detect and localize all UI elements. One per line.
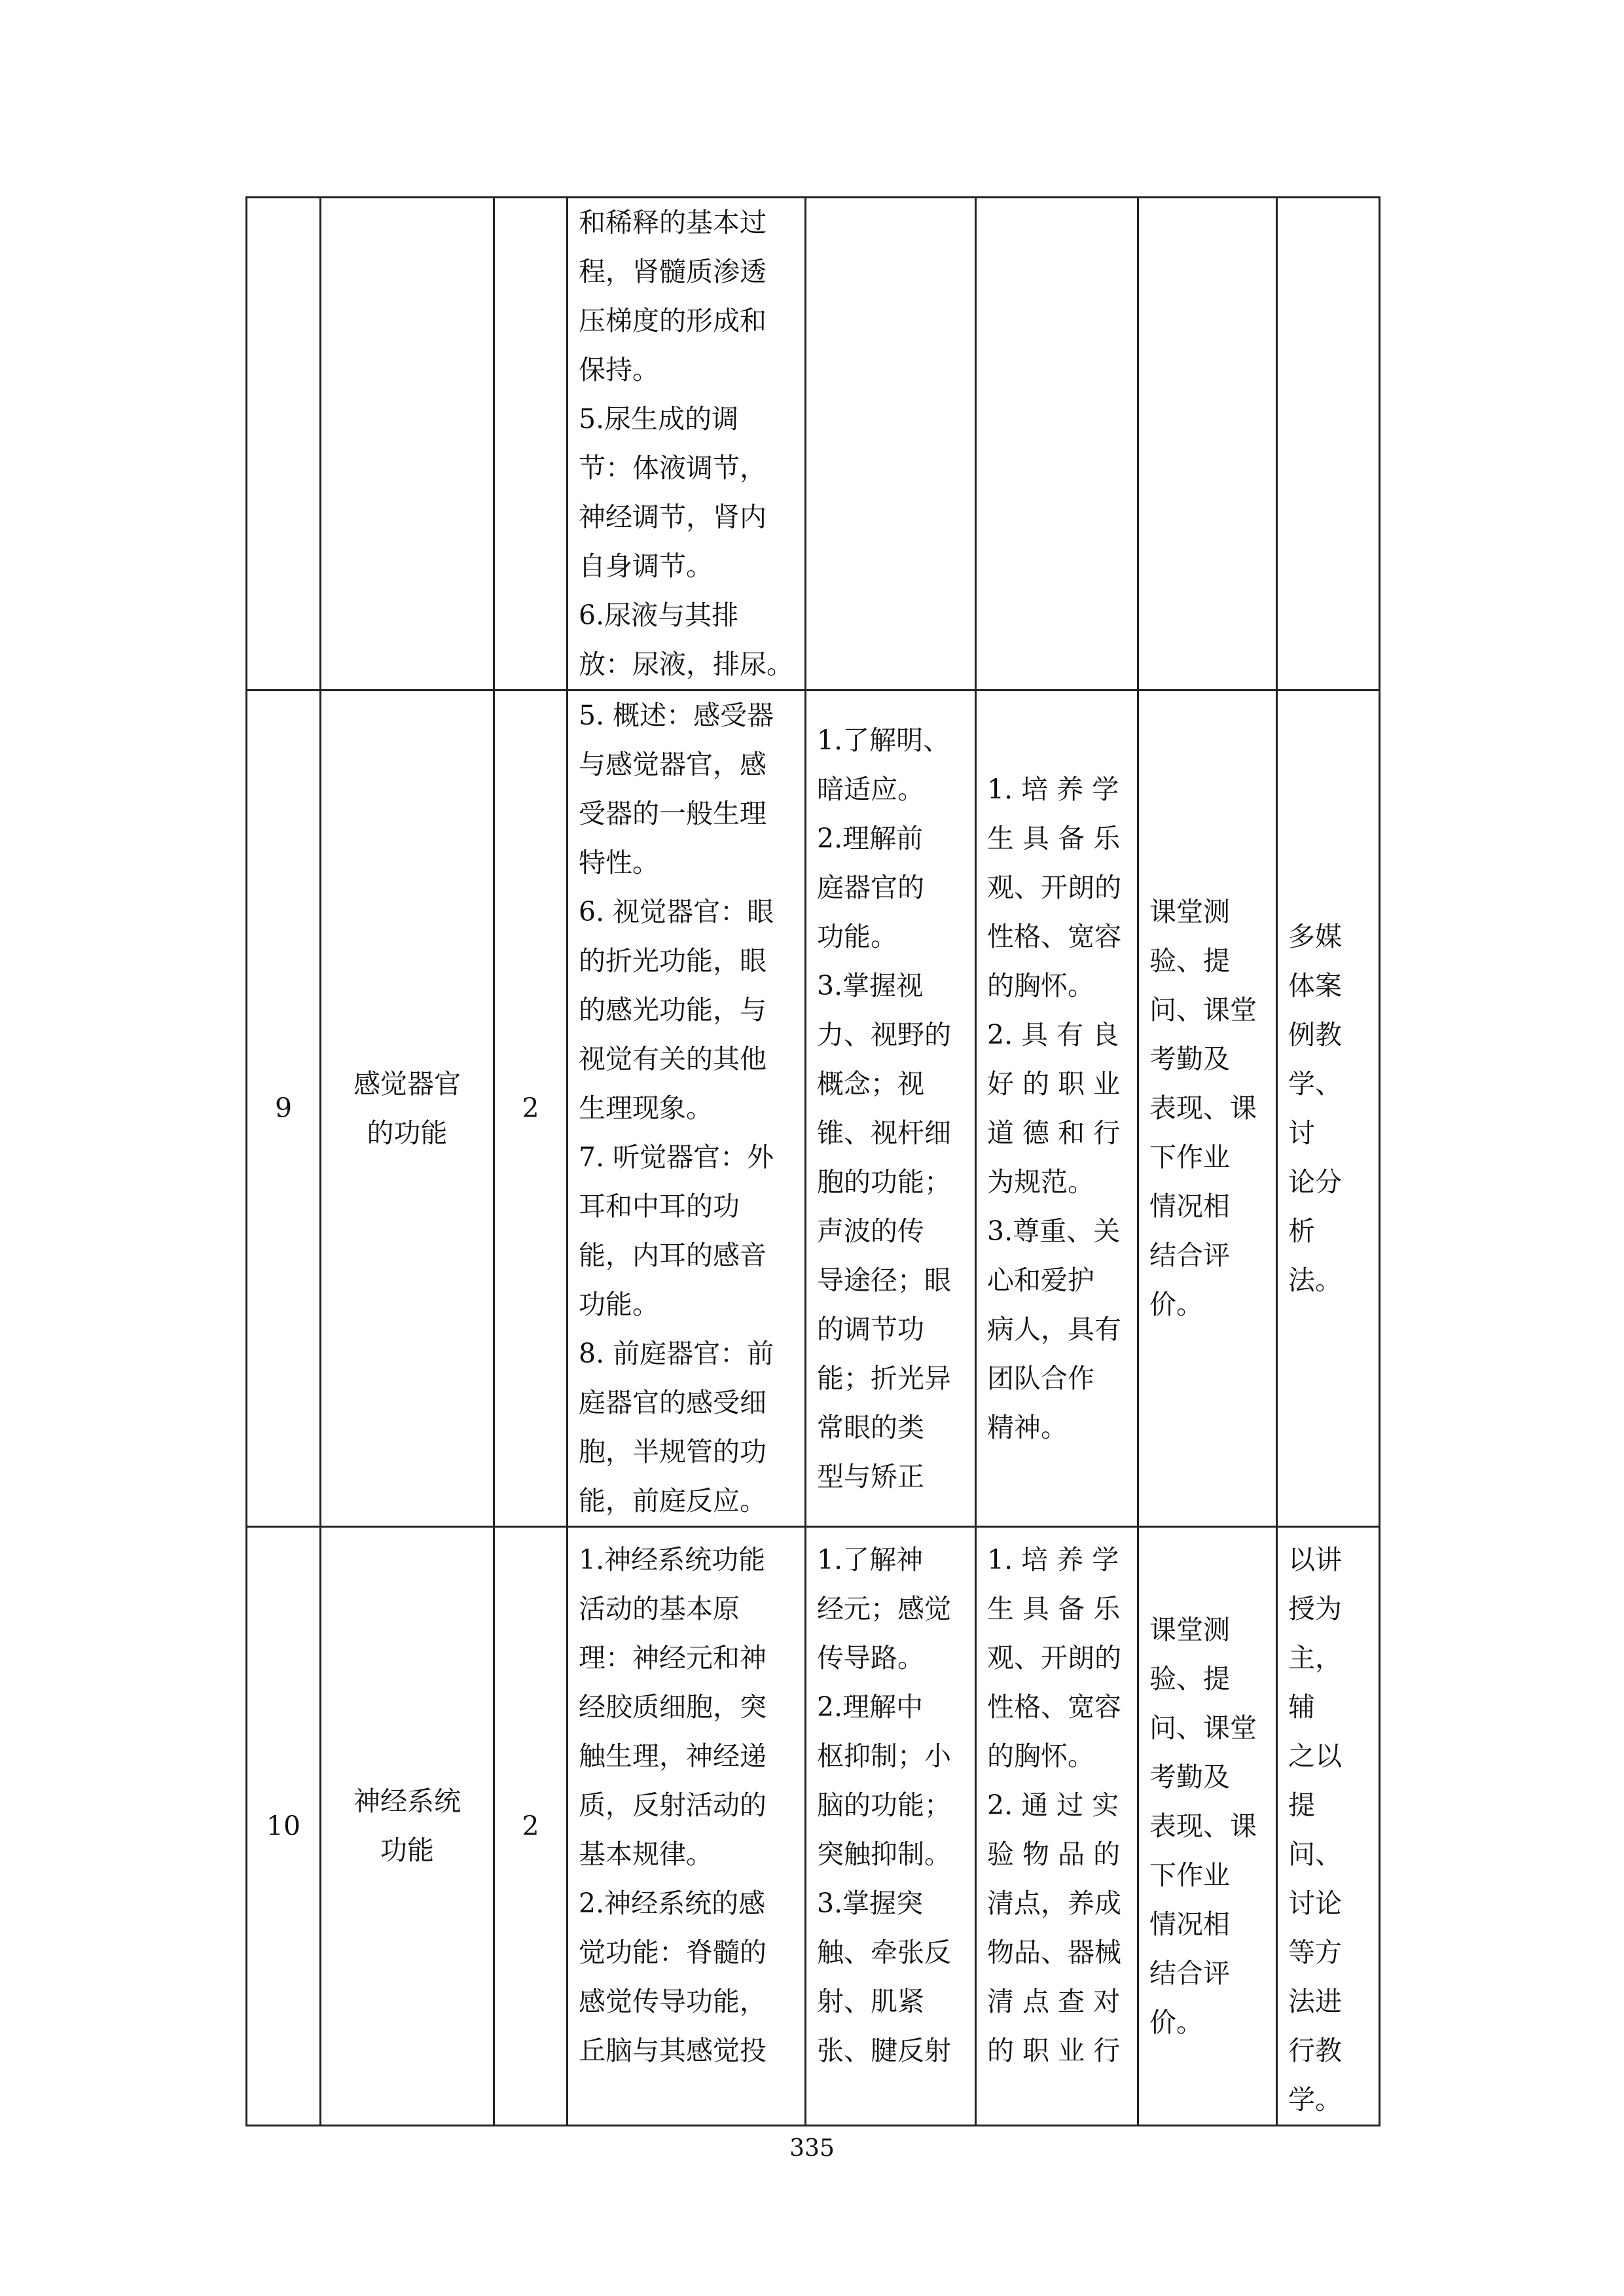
text-line: 感觉传导功能， [579,1986,767,2017]
text-line: 以讲 [1288,1544,1342,1575]
text-line: 问、课堂 [1149,994,1257,1026]
text-line: 性格、宽容 [987,1691,1121,1723]
text-line: 价。 [1149,2006,1203,2038]
text-line: 和稀释的基本过 [579,207,767,238]
teaching-method-cell [1277,1527,1380,2126]
hours-value: 2 [522,1810,539,1842]
text-line: 庭器官的感受细 [579,1387,767,1418]
teaching-method-cell-text [1278,912,1379,1305]
text-line: 特性。 [579,847,659,878]
quality-goals-cell [976,691,1138,1527]
text-line: 受器的一般生理 [579,798,767,829]
text-line: 的胸怀。 [987,1740,1094,1772]
text-line: 病人，具有 [987,1313,1121,1345]
text-line: 的调节功 [817,1313,924,1345]
teaching-method-cell-text [1278,1528,1379,2125]
lesson-title-cell-text [321,1777,493,1875]
lesson-number-cell [247,1527,321,2126]
text-line: 授为 [1288,1593,1342,1624]
text-line: 6.尿液与其排 [579,600,739,631]
lesson-title-cell-text [321,1060,493,1158]
text-line: 情况相 [1149,1191,1230,1222]
text-line: 情况相 [1149,1908,1230,1940]
text-line: 1. 培 养 学 [987,1544,1119,1575]
text-line: 生 具 备 乐 [987,1593,1121,1624]
assessment-cell [1138,691,1277,1527]
lesson-title-cell [321,198,494,691]
text-line: 课堂测 [1149,1613,1230,1645]
text-line: 2. 通 过 实 [987,1789,1119,1821]
text-line: 清点，养成 [987,1888,1121,1919]
hours-cell [494,198,568,691]
text-line: 生 具 备 乐 [987,822,1121,854]
text-line: 经胶质细胞，突 [579,1691,767,1723]
hours-cell-text [495,1084,566,1133]
text-line: 程，肾髓质渗透 [579,256,767,287]
text-line: 自身调节。 [579,550,713,582]
text-line: 下作业 [1149,1141,1230,1173]
text-line: 突触抑制。 [817,1839,951,1870]
assessment-cell-text [1139,1605,1276,2047]
text-line: 张、腱反射 [817,2035,951,2066]
text-line: 8. 前庭器官：前 [579,1338,774,1369]
text-line: 节：体液调节， [579,452,767,484]
text-line: 1.神经系统功能 [579,1544,766,1575]
text-line: 问、课堂 [1149,1712,1257,1744]
text-line: 触、牵张反 [817,1937,951,1968]
text-line: 的 职 业 行 [987,2035,1121,2066]
assessment-cell [1138,1527,1277,2126]
text-line: 观、开朗的 [987,1642,1121,1674]
text-line: 2.理解前 [817,822,924,854]
text-line: 功能。 [817,920,897,952]
text-line: 能；折光异 [817,1362,951,1394]
objectives-cell-text [806,1528,975,2075]
text-line: 胞，半规管的功 [579,1436,767,1467]
content-cell [568,691,806,1527]
lesson-title-cell [321,1527,494,2126]
text-line: 等方 [1288,1937,1342,1968]
text-line: 能，内耳的感音 [579,1240,767,1271]
text-line: 保持。 [579,354,659,386]
hours-cell [494,691,568,1527]
text-line: 感觉器官 [353,1067,461,1100]
text-line: 考勤及 [1149,1761,1230,1793]
text-line: 课堂测 [1149,896,1230,927]
text-line: 结合评 [1149,1240,1230,1271]
lesson-number-value: 10 [266,1810,301,1842]
assessment-cell-text [1139,888,1276,1329]
hours-cell-text [495,1802,566,1851]
teaching-method-cell [1277,198,1380,691]
text-line: 理：神经元和神 [579,1642,767,1674]
hours-value: 2 [522,1092,539,1124]
text-line: 脑的功能； [817,1789,951,1821]
content-cell-text [568,198,804,689]
text-line: 射、肌紧 [817,1986,924,2017]
objectives-cell [806,1527,976,2126]
text-line: 触生理，神经递 [579,1740,767,1772]
objectives-cell-text [806,716,975,1501]
text-line: 学、讨 [1288,1067,1342,1149]
content-cell-text [568,1528,804,2075]
text-line: 的折光功能，眼 [579,945,767,977]
text-line: 主，辅 [1288,1642,1342,1723]
lesson-number-value: 9 [274,1092,293,1124]
page-number: 335 [789,2135,835,2162]
text-line: 能，前庭反应。 [579,1485,767,1516]
text-line: 活动的基本原 [579,1593,740,1624]
text-line: 型与矫正 [817,1460,924,1492]
text-line: 结合评 [1149,1957,1230,1989]
text-line: 压梯度的形成和 [579,305,767,336]
text-line: 论分 [1288,1166,1342,1198]
text-line: 性格、宽容 [987,920,1121,952]
content-cell [568,198,806,691]
text-line: 验 物 品 的 [987,1839,1121,1870]
text-line: 导途径；眼 [817,1264,951,1296]
text-line: 生理现象。 [579,1092,713,1124]
text-line: 3.尊重、关 [987,1215,1121,1247]
lesson-number-cell-text [247,1084,319,1133]
text-line: 胞的功能； [817,1166,951,1198]
text-line: 为规范。 [987,1166,1094,1198]
text-line: 学。 [1288,2084,1342,2115]
lesson-number-cell [247,198,321,691]
text-line: 基本规律。 [579,1839,713,1870]
text-line: 1.了解神 [817,1544,924,1575]
text-line: 5. 概述：感受器 [579,700,774,731]
text-line: 心和爱护 [987,1264,1094,1296]
text-line: 1.了解明、 [817,724,950,756]
objectives-cell [806,691,976,1527]
hours-cell [494,1527,568,2126]
text-line: 法进 [1288,1986,1342,2017]
quality-goals-cell [976,1527,1138,2126]
lesson-number-cell [247,691,321,1527]
text-line: 质，反射活动的 [579,1789,767,1821]
text-line: 视觉有关的其他 [579,1043,767,1075]
text-line: 丘脑与其感觉投 [579,2035,767,2066]
text-line: 功能 [380,1835,434,1866]
text-line: 5.尿生成的调 [579,403,739,435]
text-line: 团队合作 [987,1362,1094,1394]
text-line: 7. 听觉器官：外 [579,1141,774,1173]
text-line: 耳和中耳的功 [579,1191,740,1222]
text-line: 概念；视 [817,1067,924,1100]
text-line: 6. 视觉器官：眼 [579,896,774,927]
text-line: 2. 具 有 良 [987,1018,1119,1050]
text-line: 之以 [1288,1740,1342,1772]
text-line: 价。 [1149,1289,1203,1320]
text-line: 多媒 [1288,920,1342,952]
text-line: 锥、视杆细 [817,1117,951,1149]
text-line: 清 点 查 对 [987,1986,1121,2017]
text-line: 析法。 [1288,1215,1342,1296]
lesson-number-cell-text [247,1802,319,1851]
text-line: 表现、课 [1149,1092,1257,1124]
objectives-cell [806,198,976,691]
text-line: 常眼的类 [817,1411,924,1443]
text-line: 提问、 [1288,1789,1342,1870]
text-line: 的感光功能，与 [579,994,767,1026]
assessment-cell [1138,198,1277,691]
text-line: 1. 培 养 学 [987,773,1119,805]
text-line: 2.神经系统的感 [579,1888,766,1919]
lesson-title-cell [321,691,494,1527]
quality-goals-cell-text [977,765,1137,1452]
text-line: 觉功能：脊髓的 [579,1937,767,1968]
table-row [247,1527,1380,2126]
table-row [247,198,1380,691]
text-line: 精神。 [987,1411,1068,1443]
content-cell [568,1527,806,2126]
text-line: 物品、器械 [987,1937,1121,1968]
text-line: 好 的 职 业 [987,1067,1121,1100]
text-line: 的功能 [367,1117,448,1149]
syllabus-table [245,196,1380,2126]
text-line: 讨论 [1288,1888,1342,1919]
text-line: 下作业 [1149,1859,1230,1891]
text-line: 神经系统 [353,1785,461,1817]
text-line: 与感觉器官，感 [579,749,767,780]
text-line: 考勤及 [1149,1043,1230,1075]
text-line: 3.掌握视 [817,969,924,1001]
text-line: 力、视野的 [817,1018,951,1050]
text-line: 的胸怀。 [987,969,1094,1001]
text-line: 验、提 [1149,1662,1230,1695]
text-line: 观、开朗的 [987,871,1121,903]
quality-goals-cell-text [977,1528,1137,2075]
text-line: 枢抑制；小 [817,1740,951,1772]
teaching-method-cell [1277,691,1380,1527]
table-row [247,691,1380,1527]
quality-goals-cell [976,198,1138,691]
text-line: 验、提 [1149,945,1230,977]
text-line: 2.理解中 [817,1691,924,1723]
text-line: 暗适应。 [817,773,924,805]
text-line: 体案 [1288,969,1342,1001]
text-line: 道 德 和 行 [987,1117,1121,1149]
content-cell-text [568,691,804,1526]
text-line: 功能。 [579,1289,659,1320]
text-line: 经元；感觉 [817,1593,951,1624]
text-line: 放：尿液，排尿。 [579,649,793,680]
text-line: 行教 [1288,2035,1342,2066]
text-line: 表现、课 [1149,1810,1257,1842]
text-line: 神经调节，肾内 [579,501,767,533]
text-line: 庭器官的 [817,871,924,903]
text-line: 3.掌握突 [817,1888,924,1919]
text-line: 传导路。 [817,1642,924,1674]
text-line: 声波的传 [817,1215,924,1247]
text-line: 例教 [1288,1018,1342,1050]
